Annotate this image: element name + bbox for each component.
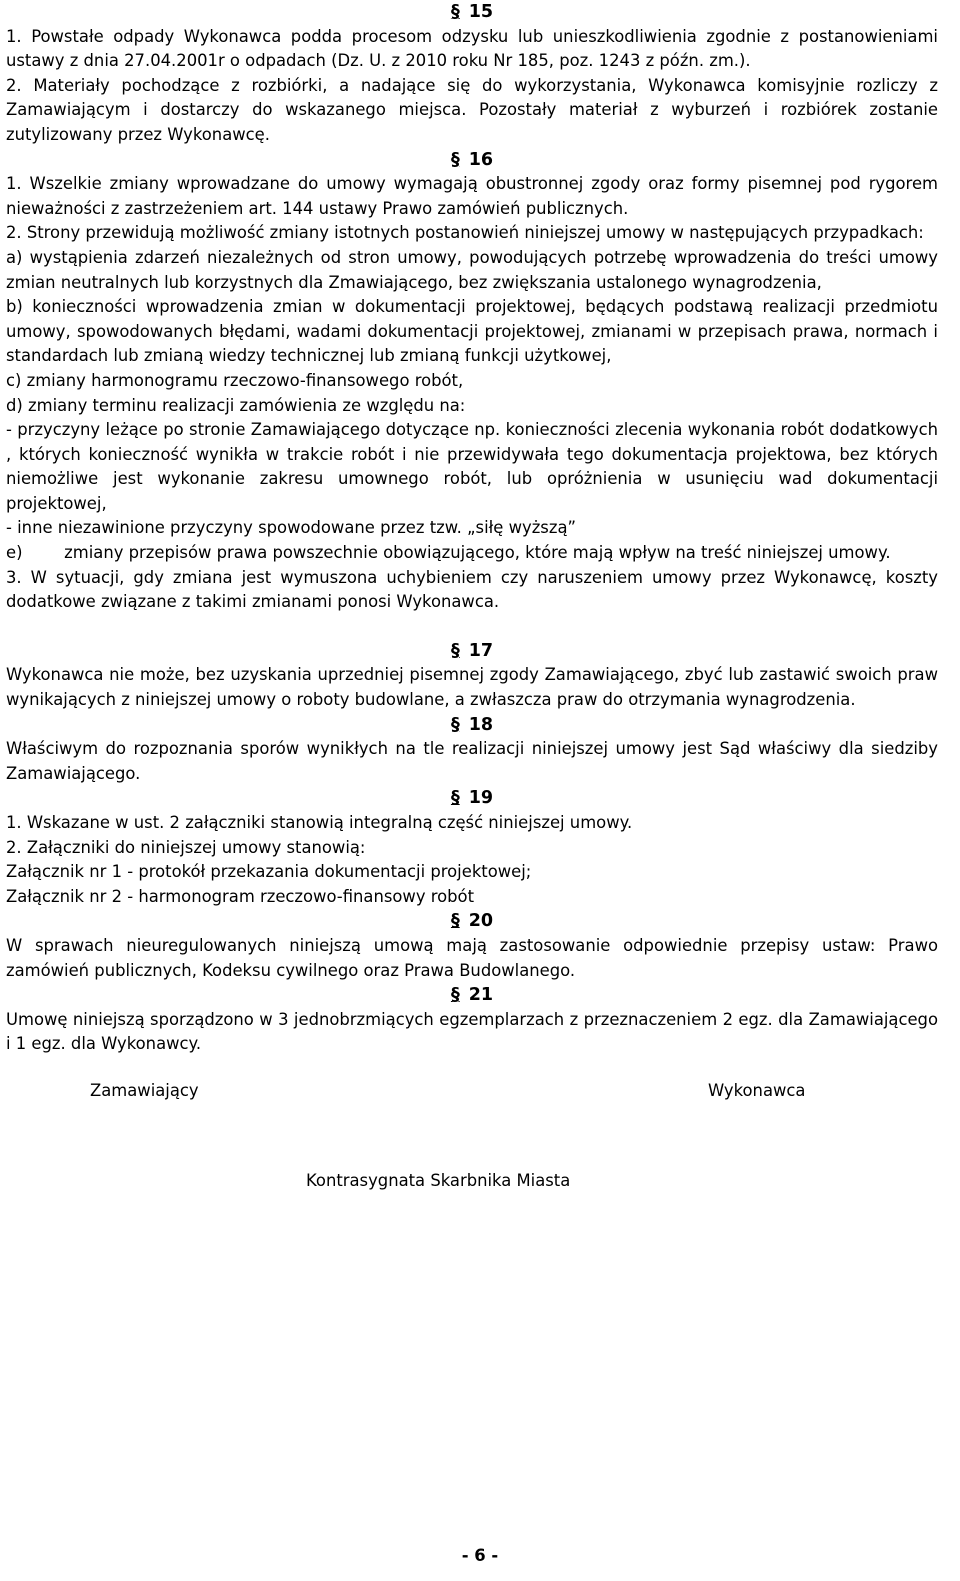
paragraph: 3. W sytuacji, gdy zmiana jest wymuszona uchybieniem czy naruszeniem umowy przez Wykonawcę, koszty dodatkowe związane z takimi zmianami ponosi Wykonawca. [6, 567, 938, 612]
paragraph: 1. Wskazane w ust. 2 załączniki stanowią integralną część niniejszej umowy. [6, 813, 633, 832]
section-mark: § [450, 985, 460, 1006]
paragraph: 1. Wszelkie zmiany wprowadzane do umowy wymagają obustronnej zgody oraz formy pisemnej pod rygorem nieważności z zastrzeżeniem art. 144 ustawy Prawo zamówień publicznych. [6, 174, 938, 218]
section-mark: § [450, 149, 460, 170]
paragraph: a) wystąpienia zdarzeń niezależnych od stron umowy, powodujących potrzebę wprowadzenia do treści umowy zmian neutralnych lub korzystnych dla Zmawiającego, bez zwiększania ustalonego wynagrodzenia, [6, 247, 938, 292]
paragraph: - przyczyny leżące po stronie Zamawiającego dotyczące np. konieczności zlecenia wykonania robót dodatkowych , których konieczność wynikła w trakcie robót i nie przewidywała tego dokumentacja projektowa, bez których niemożliwe jest wykonanie zakresu umownego robót, lub opróżnienia w usunięciu wad dokumentacji projektowej, [6, 420, 938, 513]
section-heading-17 [6, 639, 938, 664]
paragraph: c) zmiany harmonogramu rzeczowo-finansowego robót, [6, 370, 464, 390]
section-number: 17 [468, 640, 494, 661]
section-heading-20 [6, 909, 938, 934]
document-page [6, 0, 938, 1190]
paragraph: 2. Załączniki do niniejszej umowy stanowią: [6, 837, 366, 857]
signature-wykonawca: Wykonawca [708, 1080, 806, 1100]
paragraph: 2. Strony przewidują możliwość zmiany istotnych postanowień niniejszej umowy w następujących przypadkach: [6, 223, 924, 243]
signature-zamawiajacy: Zamawiający [90, 1080, 199, 1100]
section-mark: § [450, 788, 460, 809]
section-heading-21 [6, 983, 938, 1008]
paragraph: d) zmiany terminu realizacji zamówienia ze względu na: [6, 395, 466, 415]
paragraph: 1. Powstałe odpady Wykonawca podda procesom odzysku lub unieszkodliwienia zgodnie z postanowieniami ustawy z dnia 27.04.2001r o odpadach (Dz. U. z 2010 roku Nr 185, poz. 1243 z późn. zm.). [6, 26, 938, 71]
section-number: 20 [468, 911, 494, 932]
section-number: 15 [468, 2, 494, 22]
paragraph: b) konieczności wprowadzenia zmian w dokumentacji projektowej, będących podstawą realizacji przedmiotu umowy, spowodowanych błędami, wadami dokumentacji projektowej, zmianami w przepisach prawa, normach i standardach lub zmianą wiedzy technicznej lub zmianą funkcji użytkowej, [6, 297, 938, 366]
section-number: 19 [468, 788, 494, 809]
countersignature: Kontrasygnata Skarbnika Miasta [306, 1170, 571, 1190]
page-number: - 6 - [461, 1546, 499, 1565]
section-mark: § [450, 714, 460, 735]
section-number: 21 [468, 985, 494, 1006]
paragraph: 2. Materiały pochodzące z rozbiórki, a nadające się do wykorzystania, Wykonawca komisyjnie rozliczy z Zamawiającym i dostarczy do wskazanego miejsca. Pozostały materiał z wyburzeń i rozbiórek zostanie zutylizowany przez Wykonawcę. [6, 75, 938, 144]
section-heading-16 [6, 148, 938, 173]
section-number: 16 [468, 149, 494, 170]
section-mark: § [450, 2, 460, 22]
paragraph: - inne niezawinione przyczyny spowodowane przez tzw. „siłę wyższą” [6, 518, 576, 538]
paragraph: Załącznik nr 1 - protokół przekazania dokumentacji projektowej; [6, 862, 532, 882]
paragraph: Właściwym do rozpoznania sporów wynikłych na tle realizacji niniejszej umowy jest Sąd właściwy dla siedziby Zamawiającego. [6, 739, 938, 783]
section-heading-19 [6, 786, 938, 811]
paragraph: Wykonawca nie może, bez uzyskania uprzedniej pisemnej zgody Zamawiającego, zbyć lub zastawić swoich praw wynikających z niniejszej umowy o roboty budowlane, a zwłaszcza praw do otrzymania wynagrodzenia. [6, 665, 938, 710]
section-mark: § [450, 911, 460, 932]
paragraph: Umowę niniejszą sporządzono w 3 jednobrzmiących egzemplarzach z przeznaczeniem 2 egz. dla Zamawiającego i 1 egz. dla Wykonawcy. [6, 1009, 938, 1054]
section-number: 18 [468, 714, 494, 735]
section-heading-18 [6, 713, 938, 738]
section-mark: § [450, 640, 460, 661]
paragraph: e) zmiany przepisów prawa powszechnie obowiązującego, które mają wpływ na treść niniejszej umowy. [6, 543, 891, 563]
paragraph: Załącznik nr 2 - harmonogram rzeczowo-finansowy robót [6, 886, 475, 906]
paragraph: W sprawach nieuregulowanych niniejszą umową mają zastosowanie odpowiednie przepisy ustaw: Prawo zamówień publicznych, Kodeksu cywilnego oraz Prawa Budowlanego. [6, 935, 938, 980]
section-heading-15 [6, 0, 938, 25]
